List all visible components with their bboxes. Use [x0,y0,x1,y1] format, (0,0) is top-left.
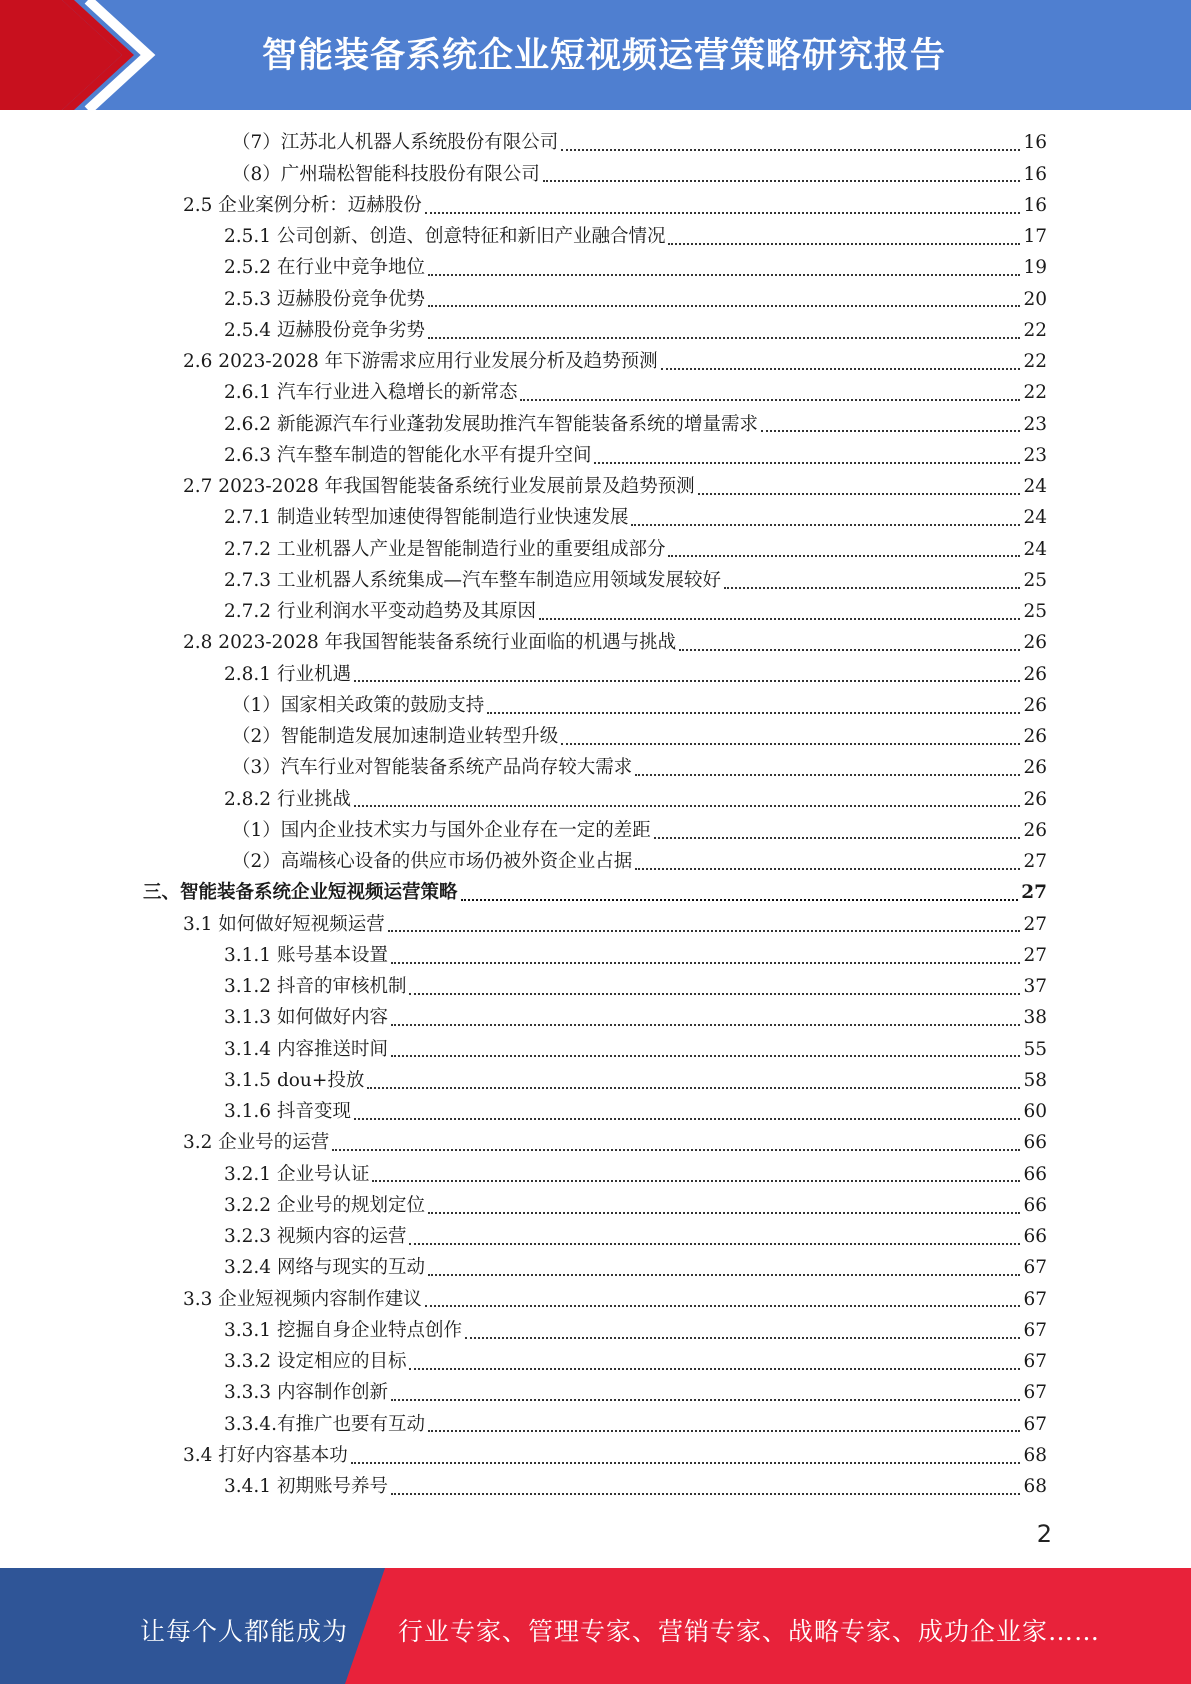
toc-entry-title: 3.4 打好内容基本功 [183,1444,348,1466]
toc-entry-title: 3.1.1 账号基本设置 [224,944,388,966]
toc-entry-title: 3.1 如何做好短视频运营 [183,913,385,935]
toc-entry-page: 27 [1023,944,1047,966]
toc-dot-leader [409,992,1020,995]
toc-dot-leader [425,211,1021,214]
toc-dot-leader [539,617,1020,620]
toc-entry-page: 55 [1023,1038,1047,1060]
toc-entry-page: 20 [1023,288,1047,310]
toc-dot-leader [698,492,1021,495]
toc-entry-page: 25 [1023,601,1047,622]
toc-entry-title: （1）国家相关政策的鼓励支持 [232,694,485,716]
toc-entry-title: 2.8.2 行业挑战 [224,788,351,810]
toc-entry[interactable] [224,1222,1047,1253]
toc-dot-leader [351,1461,1021,1464]
toc-dot-leader [428,273,1020,276]
toc-entry[interactable] [224,1066,1047,1097]
toc-entry-title: （8）广州瑞松智能科技股份有限公司 [232,163,540,185]
toc-entry[interactable] [224,1191,1047,1222]
toc-entry-page: 19 [1023,257,1047,279]
toc-dot-leader [367,1086,1020,1089]
toc-entry-page: 22 [1023,319,1047,341]
toc-entry[interactable] [224,534,1047,565]
toc-entry[interactable] [224,409,1047,440]
toc-entry[interactable] [232,159,1047,190]
toc-entry[interactable] [232,816,1047,847]
toc-entry-title: 3.3.3 内容制作创新 [224,1382,388,1404]
toc-entry-page: 26 [1023,663,1047,685]
toc-dot-leader [661,367,1021,370]
toc-entry-title: 3.3.4.有推广也要有互动 [224,1413,425,1435]
toc-dot-leader [635,773,1020,776]
toc-entry[interactable] [224,1253,1047,1284]
toc-entry-title: 3.2.1 企业号认证 [224,1163,370,1185]
toc-entry[interactable] [224,1034,1047,1065]
toc-entry-page: 27 [1023,851,1047,872]
toc-entry-title: 3.1.3 如何做好内容 [224,1007,388,1029]
toc-dot-leader [391,1054,1020,1057]
toc-entry-page: 26 [1023,726,1047,747]
toc-entry[interactable] [224,1409,1047,1440]
toc-entry[interactable] [224,316,1047,347]
toc-entry-title: 3.2 企业号的运营 [183,1132,330,1154]
toc-entry-title: 3.2.2 企业号的规划定位 [224,1194,425,1216]
toc-entry-title: 3.1.6 抖音变现 [224,1101,351,1122]
toc-dot-leader [724,586,1020,589]
toc-entry[interactable] [224,1316,1047,1347]
toc-dot-leader [654,836,1021,839]
toc-entry[interactable] [183,472,1047,503]
toc-entry[interactable] [224,597,1047,628]
toc-dot-leader [561,148,1020,151]
toc-dot-leader [332,1148,1020,1151]
toc-entry-page: 25 [1023,569,1047,591]
toc-entry-page: 67 [1023,1288,1047,1310]
toc-entry[interactable] [224,503,1047,534]
toc-entry[interactable] [232,847,1047,878]
toc-dot-leader [425,1304,1021,1307]
toc-entry-page: 67 [1023,1319,1047,1341]
toc-entry-page: 24 [1023,476,1047,497]
toc-dot-leader [428,1211,1020,1214]
toc-entry-title: 3.1.4 内容推送时间 [224,1038,388,1060]
toc-dot-leader [461,898,1019,901]
toc-entry-title: 3.2.4 网络与现实的互动 [224,1257,425,1279]
toc-entry[interactable] [183,1128,1047,1159]
toc-entry-title: 2.7.2 行业利润水平变动趋势及其原因 [224,601,536,622]
toc-dot-leader [761,429,1020,432]
toc-entry[interactable] [224,972,1047,1003]
toc-entry-page: 24 [1023,507,1047,529]
toc-entry-page: 16 [1023,163,1047,185]
toc-entry[interactable] [183,347,1047,378]
toc-entry[interactable] [224,222,1047,253]
toc-entry-title: 2.6.3 汽车整车制造的智能化水平有提升空间 [224,444,592,466]
toc-dot-leader [388,929,1021,932]
toc-dot-leader [520,398,1020,401]
toc-entry-page: 38 [1023,1007,1047,1029]
toc-entry[interactable] [232,753,1047,784]
toc-entry-title: 2.8.1 行业机遇 [224,663,351,685]
toc-entry[interactable] [224,1472,1047,1503]
toc-dot-leader [428,336,1020,339]
toc-entry[interactable] [224,941,1047,972]
toc-entry-title: 2.8 2023-2028 年我国智能装备系统行业面临的机遇与挑战 [183,632,677,654]
toc-entry-title: 2.5.3 迈赫股份竞争优势 [224,288,425,310]
toc-dot-leader [391,1398,1020,1401]
toc-entry-page: 27 [1023,913,1047,935]
toc-entry-title: （2）高端核心设备的供应市场仍被外资企业占据 [232,851,633,872]
toc-entry-page: 23 [1023,444,1047,466]
toc-entry[interactable] [224,1159,1047,1190]
toc-entry[interactable] [224,1347,1047,1378]
page-header [0,0,1191,110]
toc-entry-page: 26 [1023,632,1047,654]
toc-entry-title: 3.2.3 视频内容的运营 [224,1226,407,1247]
footer-slogan-left: 让每个人都能成为 [140,1617,349,1646]
toc-entry[interactable] [224,659,1047,690]
toc-entry-page: 66 [1023,1194,1047,1216]
toc-entry-page: 68 [1023,1476,1047,1497]
toc-entry-title: 2.5.2 在行业中竞争地位 [224,257,425,279]
toc-entry-page: 26 [1023,694,1047,716]
toc-entry[interactable] [224,566,1047,597]
toc-entry-page: 17 [1023,226,1047,247]
toc-entry-page: 22 [1023,351,1047,372]
toc-entry-page: 60 [1023,1101,1047,1122]
toc-entry[interactable] [183,1441,1047,1472]
toc-dot-leader [668,242,1020,245]
toc-entry-title: 3.4.1 初期账号养号 [224,1476,388,1497]
toc-entry-page: 22 [1023,382,1047,404]
toc-entry-title: 2.5.4 迈赫股份竞争劣势 [224,319,425,341]
toc-dot-leader [354,679,1021,682]
toc-entry[interactable] [224,1003,1047,1034]
toc-entry-page: 23 [1023,413,1047,435]
toc-entry-title: 2.5.1 公司创新、创造、创意特征和新旧产业融合情况 [224,226,666,247]
toc-entry-page: 66 [1023,1132,1047,1154]
toc-dot-leader [391,1492,1020,1495]
toc-dot-leader [428,1429,1020,1432]
toc-dot-leader [428,1273,1020,1276]
toc-entry-title: 2.7.2 工业机器人产业是智能制造行业的重要组成部分 [224,538,666,560]
toc-entry-title: 3.3.2 设定相应的目标 [224,1351,407,1372]
toc-dot-leader [635,867,1020,870]
page-number: 2 [1036,1520,1052,1548]
toc-entry-title: 2.7.3 工业机器人系统集成—汽车整车制造应用领域发展较好 [224,569,721,591]
toc-dot-leader [372,1179,1020,1182]
toc-entry-title: 2.7.1 制造业转型加速使得智能制造行业快速发展 [224,507,629,529]
toc-entry-title: 三、智能装备系统企业短视频运营策略 [143,882,458,904]
toc-entry-page: 27 [1021,882,1047,904]
toc-entry-title: 2.6.2 新能源汽车行业蓬勃发展助推汽车智能装备系统的增量需求 [224,413,758,435]
toc-entry-page: 67 [1023,1257,1047,1279]
toc-dot-leader [428,304,1020,307]
toc-dot-leader [391,961,1020,964]
toc-entry[interactable] [232,691,1047,722]
toc-dot-leader [391,1023,1020,1026]
toc-entry[interactable] [183,628,1047,659]
toc-entry-title: 2.6 2023-2028 年下游需求应用行业发展分析及趋势预测 [183,351,658,372]
toc-entry-title: （1）国内企业技术实力与国外企业存在一定的差距 [232,819,651,841]
page-footer [0,1568,1191,1684]
toc-entry-page: 58 [1023,1069,1047,1091]
toc-entry-page: 24 [1023,538,1047,560]
toc-entry-page: 67 [1023,1413,1047,1435]
toc-entry-page: 67 [1023,1351,1047,1372]
toc-dot-leader [594,461,1020,464]
toc-entry-page: 68 [1023,1444,1047,1466]
toc-dot-leader [679,648,1020,651]
toc-entry-title: 3.1.5 dou+投放 [224,1069,365,1091]
toc-entry[interactable] [224,441,1047,472]
toc-entry-title: 2.6.1 汽车行业进入稳增长的新常态 [224,382,518,404]
toc-entry-title: （7）江苏北人机器人系统股份有限公司 [232,132,559,154]
toc-entry-title: 3.3.1 挖掘自身企业特点创作 [224,1319,462,1341]
toc-entry-page: 67 [1023,1382,1047,1404]
toc-entry-page: 26 [1023,819,1047,841]
toc-entry-page: 26 [1023,788,1047,810]
toc-dot-leader [487,711,1020,714]
toc-entry-title: 2.7 2023-2028 年我国智能装备系统行业发展前景及趋势预测 [183,476,695,497]
toc-entry-title: 2.5 企业案例分析：迈赫股份 [183,194,422,216]
toc-dot-leader [409,1367,1020,1370]
toc-entry[interactable] [224,378,1047,409]
toc-entry-title: （2）智能制造发展加速制造业转型升级 [232,726,559,747]
toc-entry[interactable] [143,878,1047,909]
toc-entry-page: 66 [1023,1226,1047,1247]
toc-entry-page: 66 [1023,1163,1047,1185]
toc-dot-leader [631,523,1020,526]
toc-entry[interactable] [183,1284,1047,1315]
toc-entry-page: 16 [1023,132,1047,154]
toc-entry-page: 37 [1023,976,1047,997]
toc-entry[interactable] [224,784,1047,815]
toc-dot-leader [354,804,1021,807]
toc-entry[interactable] [224,253,1047,284]
toc-dot-leader [668,554,1020,557]
toc-entry-title: 3.3 企业短视频内容制作建议 [183,1288,422,1310]
toc-entry[interactable] [224,284,1047,315]
footer-slogan-right: 行业专家、管理专家、营销专家、战略专家、成功企业家…… [398,1617,1101,1646]
toc-entry-page: 16 [1023,194,1047,216]
toc-entry[interactable] [183,191,1047,222]
toc-entry[interactable] [232,722,1047,753]
toc-entry-title: （3）汽车行业对智能装备系统产品尚存较大需求 [232,757,633,779]
report-title: 智能装备系统企业短视频运营策略研究报告 [262,36,947,76]
toc-dot-leader [354,1117,1021,1120]
toc-entry-page: 26 [1023,757,1047,779]
toc-entry[interactable] [183,909,1047,940]
toc-dot-leader [465,1336,1020,1339]
toc-entry[interactable] [224,1097,1047,1128]
toc-dot-leader [543,179,1021,182]
toc-dot-leader [561,742,1020,745]
toc-dot-leader [409,1242,1020,1245]
toc-entry[interactable] [224,1378,1047,1409]
toc-entry-title: 3.1.2 抖音的审核机制 [224,976,407,997]
toc-entry[interactable] [232,128,1047,159]
